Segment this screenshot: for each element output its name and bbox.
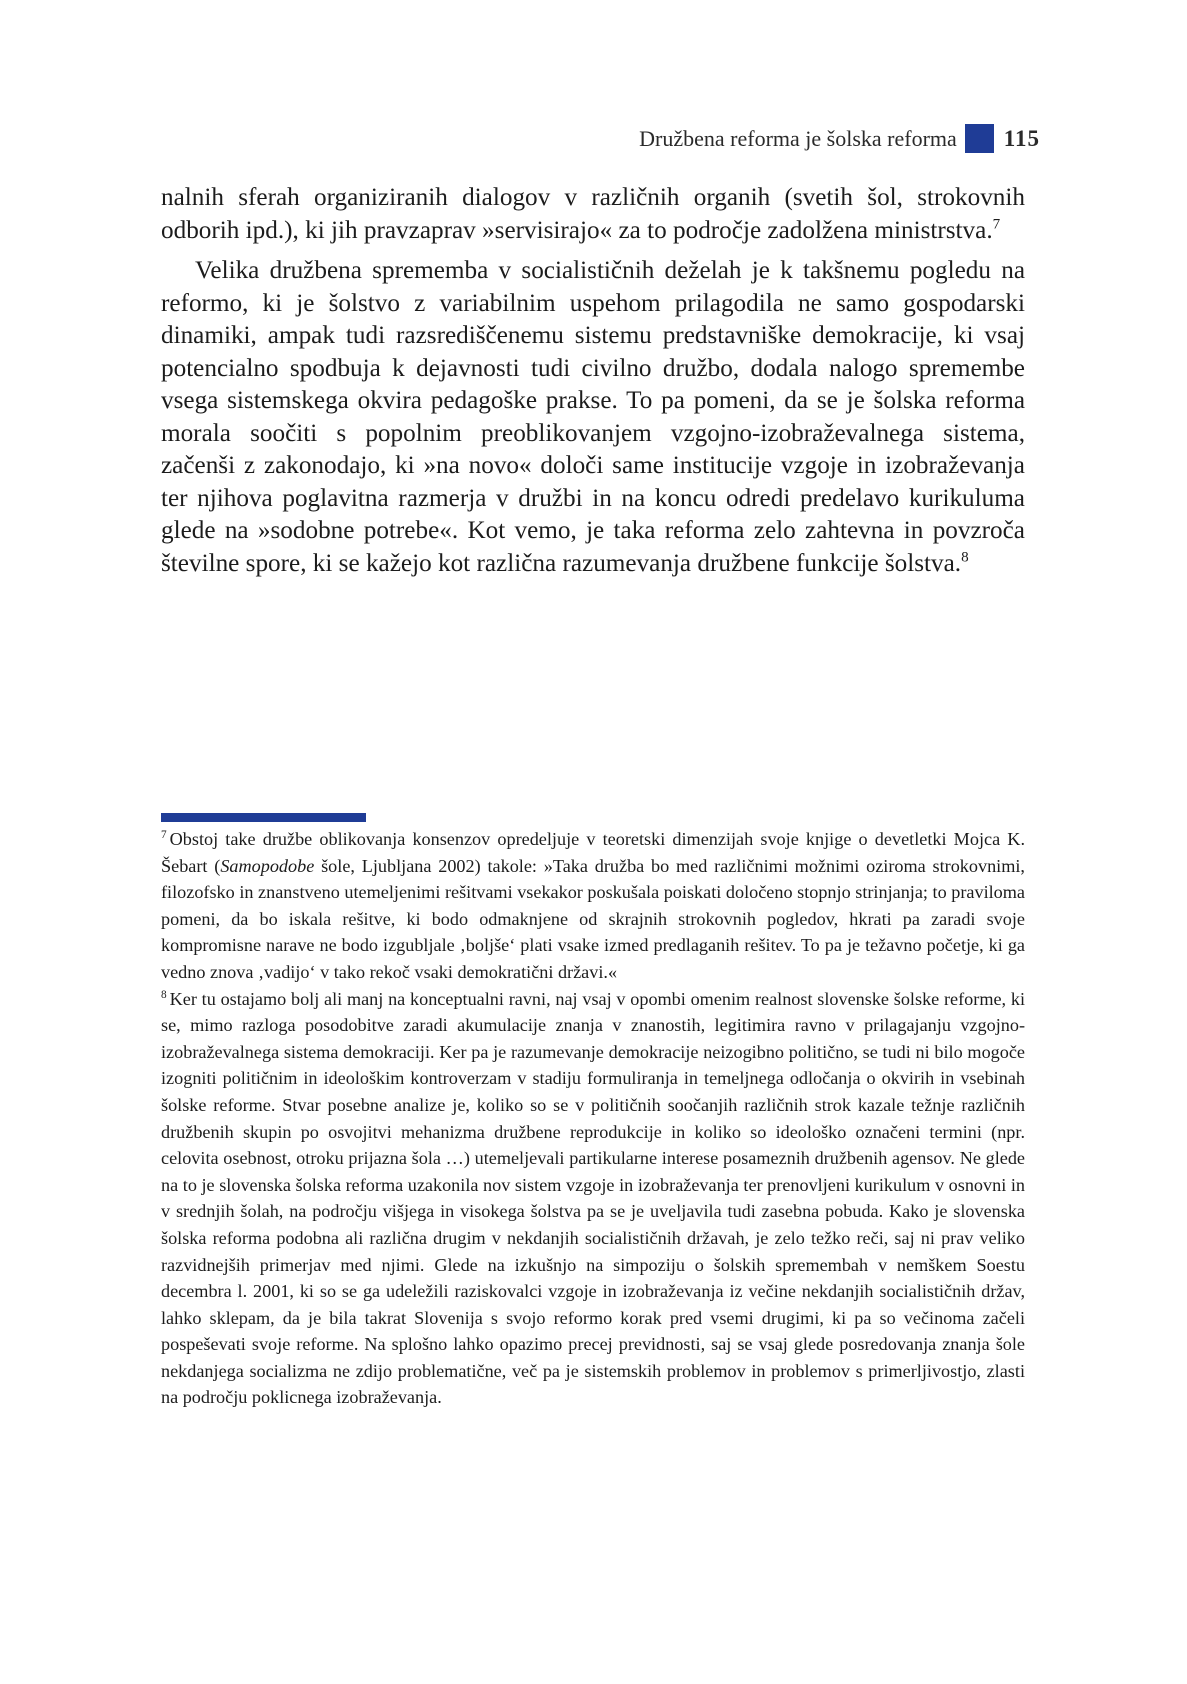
footnote-text: šole, Ljubljana 2002) takole: »Taka družba bo med različnimi možnimi oziroma strokovnimi, filozofsko in znanstveno utemeljenimi rešitvami vsekakor poskušala poiskati določeno stopnjo strinjanja; to praviloma pomeni, da bo iskala rešitve, ki bodo odmaknjene od skrajnih strokovnih pogledov, hkrati pa zaradi svoje kompromisne narave ne bodo izgubljale ‚boljše‘ plati vsake izmed predlaganih rešitev. To pa je težavno početje, ki ga vedno znova ‚vadijo‘ v tako rekoč vsaki demokratični državi.« <box>161 855 1025 982</box>
running-title: Družbena reforma je šolska reforma <box>639 125 957 151</box>
footnote-number: 8 <box>161 988 167 1001</box>
footnote-separator <box>161 813 366 822</box>
page-number: 115 <box>1003 125 1040 151</box>
footnote-ref-7: 7 <box>992 216 1001 233</box>
paragraph-continuation <box>161 182 1025 247</box>
main-text <box>161 182 1025 580</box>
footnote-text: Ker tu ostajamo bolj ali manj na konceptualni ravni, naj vsaj v opombi omenim realnost slovenske šolske reforme, ki se, mimo razloga posodobitve zaradi akumulacije znanja v znanostih, legitimira ravno v prilagajanju vzgojno-izobraževalnega sistema demokraciji. Ker pa je razumevanje demokracije neizogibno politično, se tudi ni bilo mogoče izogniti političnim in ideološkim kontroverzam v stadiju formuliranja in temeljnega odločanja o okvirih in vsebinah šolske reforme. Stvar posebne analize je, koliko so se v političnih soočanjih različnih strok kazale težnje različnih družbenih skupin po osvojitvi mehanizma družbene reprodukcije in koliko so ideološko označeni termini (npr. celovita osebnost, otroku prijazna šola …) utemeljevali partikularne interese posameznih družbenih agensov. Ne glede na to je slovenska šolska reforma uzakonila nov sistem vzgoje in izobraževanja ter prenovljeni kurikulum v osnovni in v srednjih šolah, na področju višjega in visokega šolstva pa se je uveljavila tudi zasebna pobuda. Kako je slovenska šolska reforma podobna ali različna drugim v nekdanjih socialističnih državah, je zelo težko reči, saj ni prav veliko razvidnejših primerjav med njimi. Glede na izkušnjo na simpoziju o šolskih spremembah v nemškem Soestu decembra l. 2001, ki so se ga udeležili raziskovalci vzgoje in izobraževanja iz večine nekdanjih socialističnih držav, lahko sklepam, da je bila takrat Slovenija s svojo reformo korak pred vsemi drugimi, ki pa so večinoma začeli pospeševati svoje reforme. Na splošno lahko opazimo precej previdnosti, saj se vsaj glede posredovanja znanja šole nekdanjega socializma ne zdijo problematične, več pa je sistemskih problemov in problemov s primerljivostjo, zlasti na področju poklicnega izobraževanja. <box>161 988 1025 1408</box>
header-blue-square <box>965 124 994 153</box>
footnote-text: Obstoj take družbe oblikovanja konsenzov opredeljuje v teoretski dimenzijah svoje knjige o devetletki Mojca K. Šebart ( <box>161 829 1025 876</box>
footnote-ref-8: 8 <box>961 549 969 566</box>
running-head <box>520 124 1040 153</box>
book-title-italic: Samopodobe <box>220 855 315 876</box>
paragraph-text: Velika družbena sprememba v socialističnih deželah je k takšnemu pogledu na reformo, ki je šolstvo z variabilnim uspehom prilagodila ne samo gospodarski dinamiki, ampak tudi razsrediščenemu sistemu predstavniške demokracije, ki vsaj potencialno spodbuja k dejavnosti tudi civilno družbo, dodala nalogo spremembe vsega sistemskega okvira pedagoške prakse. To pa pomeni, da se je šolska reforma morala soočiti s popolnim preoblikovanjem vzgojno-izobraževalnega sistema, začenši z zakonodajo, ki »na novo« določi same institucije vzgoje in izobraževanja ter njihova poglavitna razmerja v družbi in na koncu odredi predelavo kurikuluma glede na »sodobne potrebe«. Kot vemo, je taka reforma zelo zahtevna in povzroča številne spore, ki se kažejo kot različna razumevanja družbene funkcije šolstva. <box>161 257 1025 577</box>
footnotes <box>161 826 1025 1411</box>
footnote-number: 7 <box>161 828 167 841</box>
paragraph <box>161 255 1025 580</box>
paragraph-text: nalnih sferah organiziranih dialogov v različnih organih (svetih šol, strokovnih odborih ipd.), ki jih pravzaprav »servisirajo« za to področje zadolžena ministrstva. <box>161 184 1025 244</box>
footnote-8 <box>161 986 1025 1412</box>
footnote-7 <box>161 826 1025 986</box>
